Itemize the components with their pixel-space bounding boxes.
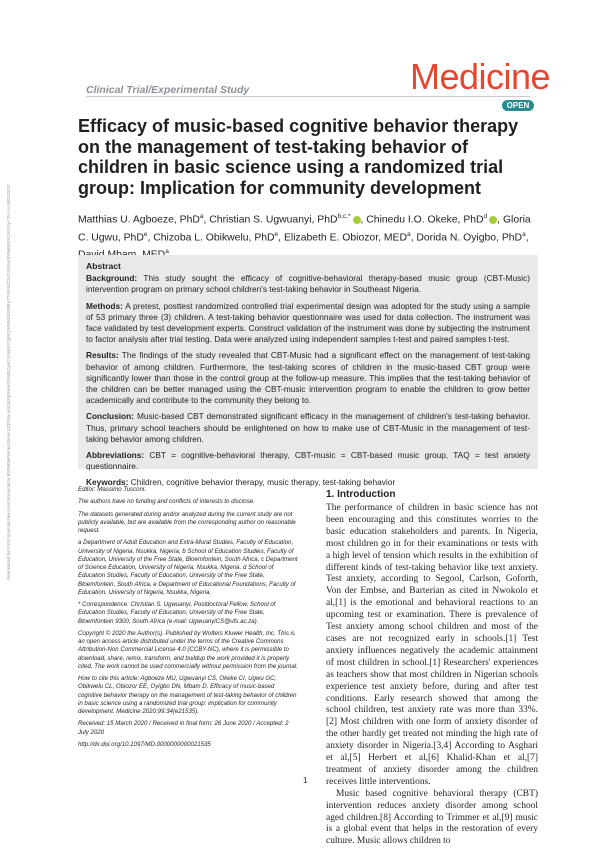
- author-separator: ,: [203, 214, 210, 226]
- author-name: Chizoba L. Obikwelu, PhD: [153, 232, 275, 244]
- author-name: Elizabeth E. Obiozor, MED: [283, 232, 407, 244]
- author-separator: ,: [147, 232, 154, 244]
- author-affiliation-marker: e: [143, 230, 148, 238]
- intro-paragraph: Music based cognitive behavioral therapy (CBT) intervention reduces anxiety disorder among school aged children.[8] According to Trimmer et al,[9] music is a global event that helps in the restoration of every culture. Music allows children to: [326, 788, 538, 847]
- intro-paragraph: The performance of children in basic science has not been encouraging and this constitutes worries to the basic education stakeholders and parents. In Nigeria, most children go in for their examinations or tests with a high level of tension which results in the exhibition of different kinds of test-taking behavior like text anxiety. Test anxiety, according to Segool, Carlson, Goforth, Von der Embse, and Barterian as cited in Nwokolo et al,[1] is the emotional and behavioral reactions to an upcoming test or examination. There is prevalence of Test anxiety among school children and most of the cases are not recognized early in schools.[1] Test anxiety influences negatively the academic attainment of most children in school.[1] Researchers' experiences as teachers show that most children in Nigerian schools experience test anxiety before, during and after test conditions. Early research showed that among the school children, test anxiety rate was more than 33%.[2] Most children with one form of anxiety disorder of the other hardly get treated not minding the high rate of anxiety disorder in Nigeria.[3,4] According to Asghari et al,[5] Herbert et al,[6] Khalid-Khan et al,[7] treatment of anxiety disorder among the children receives little interventions.: [326, 503, 538, 787]
- author-affiliation-marker: a: [199, 213, 204, 220]
- author-name: Gloria C. Ugwu, PhD: [78, 214, 531, 244]
- orcid-icon[interactable]: [353, 216, 361, 224]
- footnote: How to cite this article: Agboeze MU, Ugwuanyi CS, Okeke CI, Ugwu GC, Obikwelu CL, Obiozor EE, Oyigbo DN, Mbam D. Efficacy of music-based cognitive behavior therapy on the management of test-taking behavior of children in basic science using a randomized trial group: implication for community development. Medicine 2020;99:34(e21535).: [78, 675, 297, 715]
- footnote: Copyright © 2020 the Author(s). Published by Wolters Kluwer Health, Inc. This is an open access article distributed under the terms of the Creative Commons Attribution-Non Commercial License 4.0 (CCBY-NC), where it is permissible to download, share, remix, transform, and buildup the work provided it is properly cited. The work cannot be used commercially without permission from the journal.: [78, 629, 298, 670]
- author-affiliation-marker: a: [165, 248, 169, 256]
- footnote: Editor: Massimo Tusconi.: [78, 486, 146, 493]
- author-affiliation-marker: b,c,*: [337, 213, 351, 220]
- author-name: Matthias U. Agboeze, PhD: [78, 214, 200, 226]
- article-footnotes: [78, 486, 300, 753]
- abstract-conclusion: Conclusion: Music-based CBT demonstrated significant efficacy in the management of children's test-taking behavior. Thus, primary school teachers should be enlightened on how to make use of CBT-Music in the management of test-taking behavior among children.: [86, 411, 530, 444]
- author-affiliation-marker: a: [406, 230, 411, 238]
- author-affiliation-marker: e: [274, 230, 279, 238]
- author-affiliation-marker: d: [483, 213, 488, 220]
- footnote: a Department of Adult Education and Extra-Mural Studies, Faculty of Education, University of Nigeria, Nsukka, Nigeria, b School of Education Studies, Faculty of Education, University of the Free State, Bloemfontein, South Africa, c Department of Science Education, University of Nigeria, Nsukka, Nigeria, d School of Education Studies, Faculty of Education, University of the Free State, Bloemfontein, South Africa, e Department of Educational Foundations, Faculty of Education, University of Nigeria, Nsukka, Nigeria.: [78, 539, 298, 596]
- footnote: The authors have no funding and conflicts of interests to disclose.: [78, 498, 255, 506]
- author-name: Chinedu I.O. Okeke, PhD: [366, 214, 484, 226]
- author-separator: ,: [360, 214, 367, 226]
- abstract-box: [78, 255, 538, 488]
- introduction-heading: 1. Introduction: [326, 489, 396, 500]
- author-separator: ,: [497, 214, 503, 226]
- abstract-methods: Methods: A pretest, posttest randomized controlled trial experimental design was adopted for the study using a sample of 53 primary three (3) children. A test-taking behavior questionnaire was used for data collection. The instrument was face validated by test development experts. Construct validation of the instrument was done by subjecting the instrument to factor analysis after trial testing. Data were analyzed using independent samples t-test and paired samples t-test.: [86, 300, 530, 345]
- abstract-abbreviations: Abbreviations: CBT = cognitive-behavioral therapy, CBT-music = CBT-based music group, TAQ = test anxiety questionnaire.: [86, 450, 530, 472]
- abstract-results: Results: The findings of the study revealed that CBT-Music had a significant effect on the management of test-taking behavior of among children. Furthermore, the test-taking scores of children in the music-based CBT group were significantly lower than those in the control group at the follow-up measure. This implies that the test-taking behavior of the children can be better managed using the CBT-music intervention program to enable the children to grow better academically and contribute to the community they belong to.: [86, 350, 531, 406]
- author-separator: ,: [410, 232, 417, 244]
- page-number: 1: [303, 776, 308, 785]
- download-watermark: Downloaded from http://journals.lww.com/md-journal by BhDMf5ePHKav1zEoum1tQfN4a+kJLhEZgbsIHo4XMi0hCywCX1AWnYQp/IlQrHD3i3D0OdRyi7TvSFl4Cf3VC4/OAVpDDa8KKGKV0Ymy+78= on 08/20/2020: [6, 184, 11, 580]
- footnote: The datasets generated during and/or analyzed during the current study are not publicly available, but are available from the corresponding author on reasonable request.: [78, 510, 296, 534]
- orcid-icon[interactable]: [489, 216, 497, 224]
- journal-logo: Medicine: [410, 56, 551, 97]
- author-separator: ,: [278, 232, 284, 244]
- introduction-body: [326, 503, 538, 848]
- author-name: Christian S. Ugwuanyi, PhD: [209, 214, 338, 226]
- abstract-background: Background: This study sought the efficacy of cognitive-behavioral therapy-based music group (CBT-Music) intervention program on primary school children's test-taking behavior in Southeast Nigeria.: [86, 273, 530, 295]
- abstract-keywords: Keywords: Children, cognitive behavior therapy, music therapy, test-taking behavior: [86, 477, 396, 488]
- footnote: * Correspondence: Christian S. Ugwuanyi, Postdoctoral Fellow, School of Education Studies, Faculty of Education, University of the Free State, Bloemfontein 9300, South Africa (e-mail: UgwuanyiCS@ufs.ac.za).: [78, 601, 276, 625]
- author-separator: ,: [525, 232, 529, 244]
- open-access-badge: OPEN: [502, 100, 534, 111]
- footnote: Received: 15 March 2020 / Received in final form: 26 June 2020 / Accepted: 2 July 2020: [78, 720, 289, 736]
- footnote[interactable]: http://dx.doi.org/10.1097/MD.0000000000021535: [78, 740, 211, 748]
- article-title: Efficacy of music-based cognitive behavior therapy on the management of test-taking behavior of children in basic science using a randomized trial group: Implication for community development: [78, 116, 519, 198]
- author-name: Dorida N. Oyigbo, PhD: [416, 232, 523, 244]
- abstract-heading: Abstract: [86, 261, 121, 271]
- article-type-label: Clinical Trial/Experimental Study: [86, 84, 250, 96]
- author-affiliation-marker: a: [522, 230, 526, 238]
